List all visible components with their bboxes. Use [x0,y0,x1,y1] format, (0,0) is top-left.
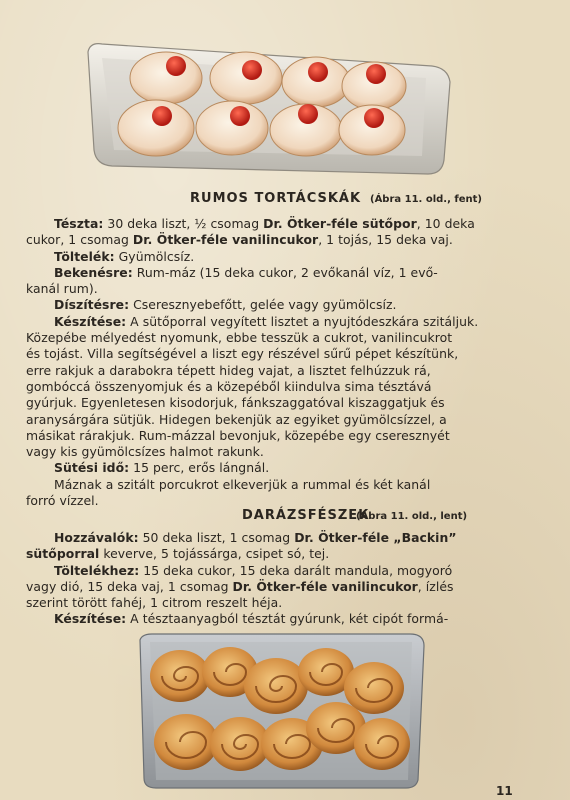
bold-text: Töltelékhez: [54,562,140,578]
pastry-rolls-tray-illustration [130,632,430,790]
text-line [26,595,526,611]
bold-text: Készítése: [54,611,127,627]
bold-text: Díszítésre: [54,297,130,313]
text-line [26,563,526,579]
text-line [26,314,526,330]
body-text: Máznak a szitált porcukrot elkeverjük a rummal és két kanál [54,476,431,492]
recipe-body-rumos-tortacskak [26,216,526,509]
bold-text: Dr. Ötker-féle vanilincukor [132,232,319,248]
body-text: A tésztaanyagból tésztát gyúrunk, két cipót formá- [126,611,449,627]
text-line [26,249,526,265]
text-line [26,611,526,627]
text-line [26,281,526,297]
bold-text: Készítése: [54,313,127,329]
text-line [26,530,526,546]
body-text: , ízlés [417,578,454,594]
tartlets-tray-illustration [82,38,454,178]
body-text: Rum-máz (15 deka cukor, 2 evőkanál víz, 1 evő- [132,264,438,280]
bold-text: Dr. Ötker-féle „Backin” [294,530,457,545]
body-text: A sütőporral vegyített lisztet a nyujtódeszkára szitáljuk. [126,313,479,329]
body-text: vagy dió, 15 deka vaj, 1 csomag [26,578,233,594]
body-text: 15 perc, erős lángnál. [129,460,270,476]
body-text: szerint törött fahéj, 1 citrom reszelt héja. [26,595,283,611]
body-text: másikat rárakjuk. Rum-mázzal bevonjuk, közepébe egy cseresznyét [26,427,450,443]
text-line [26,412,526,428]
body-text: aranysárgára sütjük. Hidegen bekenjük az egyiket gyümölcsízzel, a [26,411,447,427]
bold-text: Tészta: [54,216,104,231]
text-line [26,216,526,232]
body-text: erre rakjuk a darabokra tépett hideg vajat, a lisztet felhúzzuk rá, [26,362,431,378]
body-text: és tojást. Villa segítségével a liszt egy részével sűrű pépet készítünk, [26,346,459,362]
body-text: gyúrjuk. Egyenletesen kisodorjuk, fánkszaggatóval kiszaggatjuk és [26,395,445,411]
text-line [26,428,526,444]
recipe-body-darazsfeszek [26,530,526,628]
bold-text: Dr. Ötker-féle sütőpor [263,216,417,231]
body-text: Közepébe mélyedést nyomunk, ebbe tesszük a cukrot, vanilincukrot [26,330,453,346]
recipe-title-darazsfeszek: DARÁZSFÉSZEK [242,508,370,523]
body-text: forró vízzel. [26,493,99,509]
body-text: vagy kis gyümölcsízes halmot rakunk. [26,444,264,460]
text-line [26,493,526,509]
body-text: Gyümölcsíz. [114,248,195,264]
text-line [26,330,526,346]
body-text: keverve, 5 tojássárga, csipet só, tej. [99,546,330,562]
body-text: cukor, 1 csomag [26,232,133,248]
body-text: 15 deka cukor, 15 deka darált mandula, mogyoró [139,562,453,578]
body-text: , 1 tojás, 15 deka vaj. [318,232,453,248]
bold-text: Dr. Ötker-féle vanilincukor [232,578,418,594]
text-line [26,232,526,248]
text-line [26,444,526,460]
bold-text: Hozzávalók: [54,530,139,545]
body-text: Cseresznyebefőtt, gelée vagy gyümölcsíz. [129,297,397,313]
text-line [26,579,526,595]
text-line [26,460,526,476]
page-number: 11 [496,784,513,798]
text-line [26,363,526,379]
body-text: kanál rum). [26,281,98,297]
body-text: gombóccá összenyomjuk és a közepéből kiindulva sima tésztává [26,378,432,394]
recipe-figure-reference: (Ábra 11. old., lent) [356,511,468,522]
bold-text: Töltelék: [54,248,115,264]
bold-text: Bekenésre: [54,264,133,280]
text-line [26,265,526,281]
recipe-figure-reference: (Ábra 11. old., fent) [370,194,482,205]
body-text: , 10 deka [416,216,475,231]
body-text: 30 deka liszt, ½ csomag [103,216,264,231]
text-line [26,346,526,362]
bold-text: sütőporral [26,546,100,562]
bold-text: Sütési idő: [54,460,130,476]
recipe-title-rumos-tortacskak: RUMOS TORTÁCSKÁK [190,191,362,206]
text-line [26,395,526,411]
body-text: 50 deka liszt, 1 csomag [138,530,295,545]
text-line [26,477,526,493]
text-line [26,546,526,562]
text-line [26,297,526,313]
text-line [26,379,526,395]
